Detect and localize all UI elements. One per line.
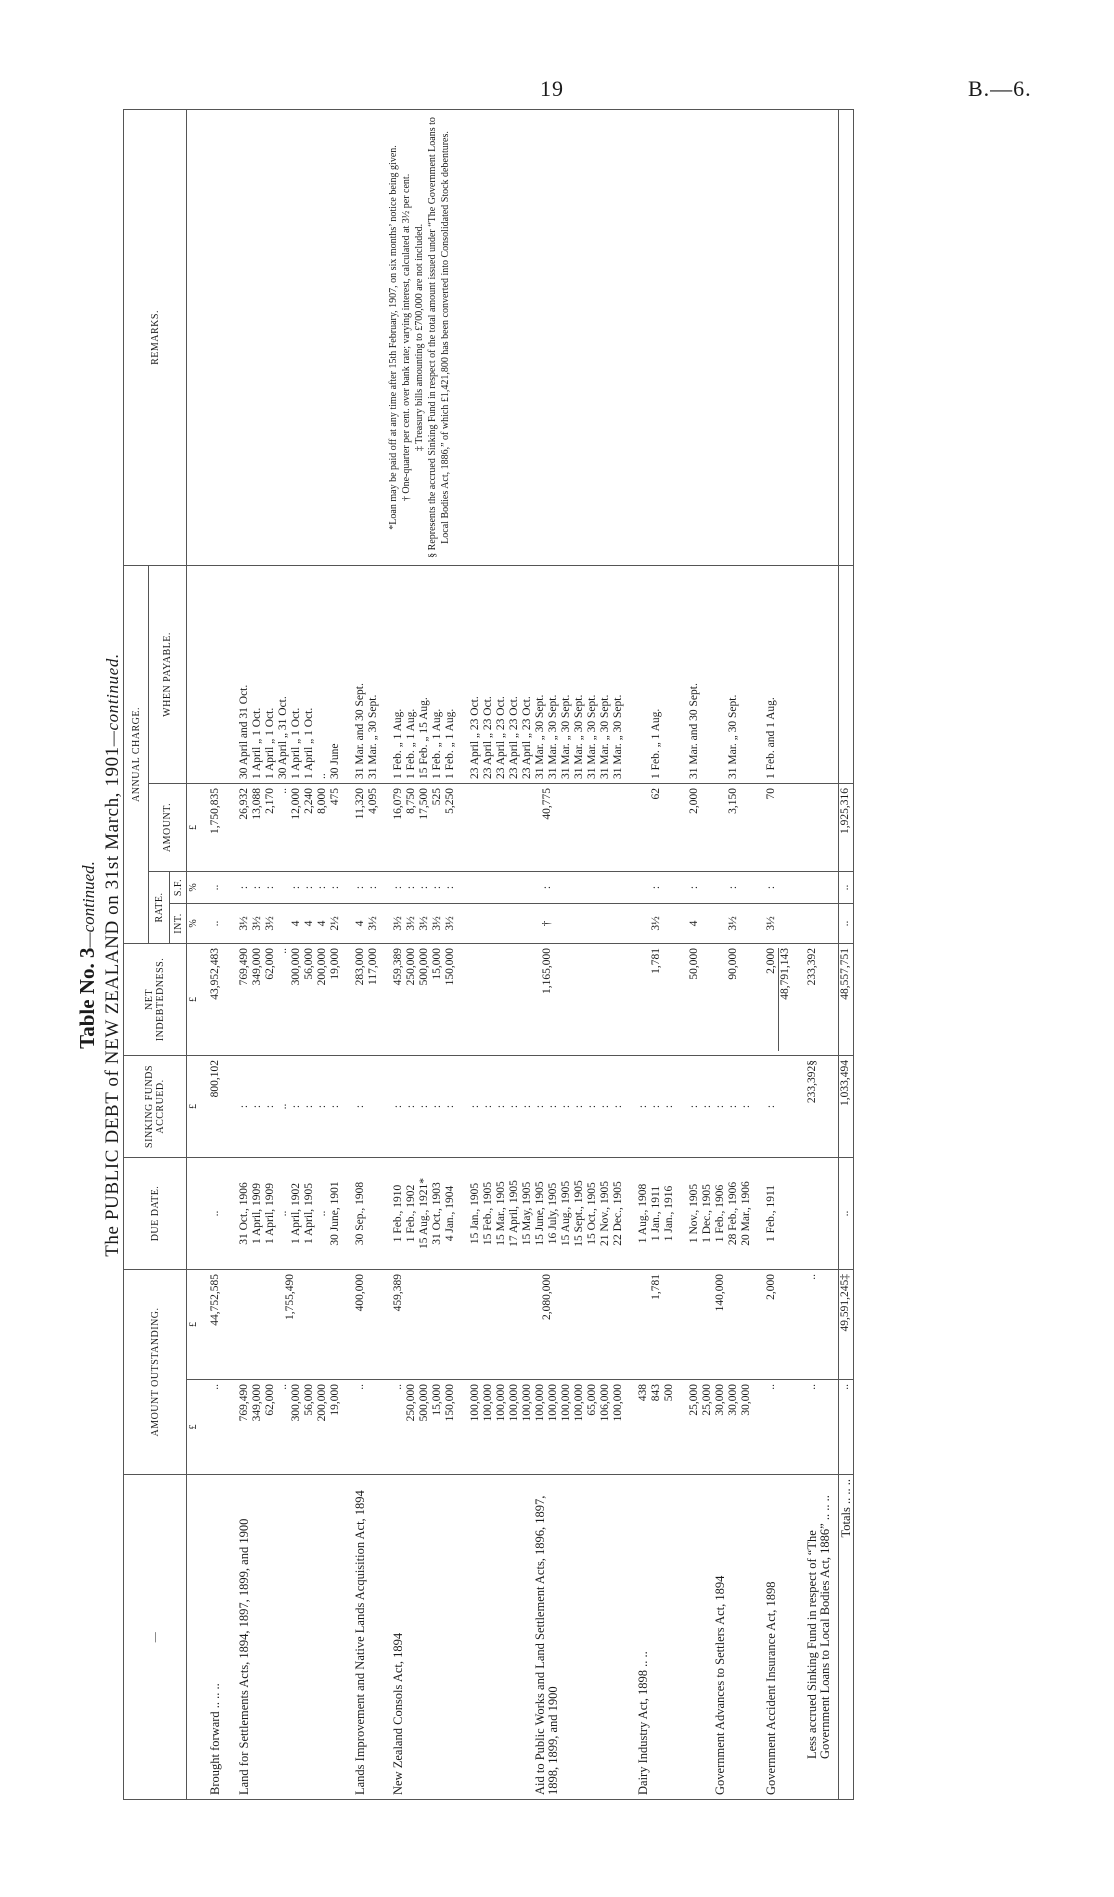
table-subtitle: The PUBLIC DEBT of NEW ZEALAND on 31st March, 1901—continued. xyxy=(102,653,123,1257)
due-date-value: 1 April, 1909 xyxy=(264,1182,276,1244)
amount-total-cell: 2,080,000 xyxy=(461,1269,629,1379)
due-date-value: .. xyxy=(277,1210,289,1217)
when-payable-value: 31 Mar. „ 30 Sept. xyxy=(727,694,739,779)
due-date-value: 15 Oct., 1905 xyxy=(586,1182,598,1245)
amount-value: 100,000 xyxy=(469,1384,481,1422)
amount-value: 25,000 xyxy=(701,1384,713,1416)
annual-charge-value: 11,320 xyxy=(354,787,366,820)
rate-sf-cell: .. xyxy=(203,871,230,903)
amount-total-cell: 1,781 xyxy=(629,1269,680,1379)
rotated-table-page xyxy=(75,110,1075,1800)
rate-sf-cell: : xyxy=(461,871,629,903)
sinking-fund-value: : xyxy=(290,1104,302,1109)
amount-value: 30,000 xyxy=(714,1384,726,1416)
amount-value: 56,000 xyxy=(303,1384,315,1416)
net-indebtedness-value: 56,000 xyxy=(303,947,315,980)
annual-charge-value: 8,000 xyxy=(316,787,328,814)
table-heading xyxy=(75,110,125,1800)
net-indebtedness-value: 459,389 xyxy=(392,947,404,986)
net-indebtedness-value: 19,000 xyxy=(329,947,341,980)
amount-value: 100,000 xyxy=(547,1384,559,1422)
net-indebtedness-cell: 1,781 xyxy=(629,943,680,1055)
amount-value: 100,000 xyxy=(521,1384,533,1422)
when-payable-value: 31 Mar. „ 30 Sept. xyxy=(547,694,559,779)
net-indebtedness-value: 2,000 xyxy=(765,947,777,974)
sinking-fund-value: : xyxy=(392,1104,404,1109)
due-date-value: 1 Dec., 1905 xyxy=(701,1184,713,1243)
unit-label: £ xyxy=(187,1269,204,1379)
sinking-fund-value: : xyxy=(316,1104,328,1109)
amount-value: 19,000 xyxy=(329,1384,341,1416)
amount-value: .. xyxy=(392,1384,404,1390)
when-payable-value: 1 Feb. „ 1 Aug. xyxy=(392,708,404,779)
sinking-fund-value: : xyxy=(431,1104,443,1109)
net-indebtedness-cell: 1,165,000 xyxy=(461,943,629,1055)
rate-sf-value: : xyxy=(392,885,404,890)
table-row-totals xyxy=(839,109,854,1799)
column-header-remarks: REMARKS. xyxy=(124,109,187,565)
amount-value: 349,000 xyxy=(251,1384,263,1422)
amount-total-cell: 1,755,490 xyxy=(230,1269,346,1379)
unit-label: % xyxy=(187,903,204,943)
sinking-fund-value: : xyxy=(251,1104,263,1109)
annual-charge-value: .. xyxy=(277,787,289,794)
due-date-value: 1 Feb., 1906 xyxy=(714,1184,726,1243)
sinking-fund-value: : xyxy=(508,1104,520,1109)
when-payable-value: 15 Feb. „ 15 Aug. xyxy=(418,697,430,779)
due-date-value: 1 Jan., 1911 xyxy=(650,1185,662,1242)
annual-charge-value: 8,750 xyxy=(405,787,417,814)
sinking-fund-value: : xyxy=(547,1104,559,1109)
rate-int-value: 3½ xyxy=(444,916,456,931)
annual-charge-value: 16,079 xyxy=(392,787,404,820)
row-label: New Zealand Consols Act, 1894 xyxy=(384,1475,461,1800)
rate-sf-value: : xyxy=(727,885,739,890)
column-header-net-indebtedness: NET INDEBTEDNESS. xyxy=(124,943,187,1055)
when-payable-value: 30 April „ 31 Oct. xyxy=(277,696,289,779)
table-title: Table No. 3—continued. xyxy=(75,861,99,1049)
sinking-fund-value: : xyxy=(765,1104,777,1109)
due-date-value: 1 Feb., 1911 xyxy=(765,1184,777,1243)
due-date-value: 15 Sept., 1905 xyxy=(573,1180,585,1247)
annual-charge-cell: 1,925,316 xyxy=(839,783,854,871)
row-label: Brought forward .. .. .. xyxy=(203,1475,230,1800)
sinking-fund-value: : xyxy=(418,1104,430,1109)
rate-int-value: 3½ xyxy=(418,916,430,931)
when-payable-value: 31 Mar. „ 30 Sept. xyxy=(612,694,624,779)
sinking-fund-value: : xyxy=(586,1104,598,1109)
amount-value: 30,000 xyxy=(740,1384,752,1416)
net-indebtedness-value: 200,000 xyxy=(316,947,328,986)
sinking-fund-value: : xyxy=(663,1104,675,1109)
rate-sf-value: : xyxy=(405,885,417,890)
amount-value: 100,000 xyxy=(508,1384,520,1422)
annual-charge-value: 4,095 xyxy=(367,787,379,814)
sinking-fund-value: : xyxy=(599,1104,611,1109)
when-payable-value: 1 April „ 1 Oct. xyxy=(251,707,263,779)
amount-value: 15,000 xyxy=(431,1384,443,1416)
annual-charge-value: 525 xyxy=(431,787,443,806)
net-indebtedness-cell: 233,392 xyxy=(796,943,839,1055)
row-label: Totals .. .. .. xyxy=(839,1475,854,1800)
when-payable-value: 1 Feb. and 1 Aug. xyxy=(765,697,777,779)
amount-value: 65,000 xyxy=(586,1384,598,1416)
when-payable-value: 30 April and 31 Oct. xyxy=(238,684,250,779)
when-payable-value: 23 April „ 23 Oct. xyxy=(482,696,494,779)
amount-value: 106,000 xyxy=(599,1384,611,1422)
due-date-value: 31 Oct., 1903 xyxy=(431,1182,443,1245)
amount-value: 200,000 xyxy=(316,1384,328,1422)
rate-sf-value: : xyxy=(316,885,328,890)
rate-int-value: 3½ xyxy=(405,916,417,931)
column-header-amount-outstanding: AMOUNT OUTSTANDING. xyxy=(124,1269,187,1474)
rate-sf-value: : xyxy=(303,885,315,890)
rate-int-value: 3½ xyxy=(367,916,379,931)
when-payable-value: 31 Mar. „ 30 Sept. xyxy=(560,694,572,779)
due-date-value: 30 Sep., 1908 xyxy=(354,1181,366,1246)
due-date-value: 30 June, 1901 xyxy=(329,1181,341,1246)
when-payable-value: 31 Mar. and 30 Sept. xyxy=(354,683,366,779)
amount-value: 250,000 xyxy=(405,1384,417,1422)
due-date-value: 4 Jan., 1904 xyxy=(444,1185,456,1242)
due-date-value: 15 Jan., 1905 xyxy=(469,1182,481,1245)
rate-sf-value: : xyxy=(329,885,341,890)
amount-cell: .. xyxy=(796,1380,839,1475)
amount-value: 30,000 xyxy=(727,1384,739,1416)
units-row xyxy=(187,109,204,1799)
rate-sf-cell: : xyxy=(629,871,680,903)
due-date-cell: .. xyxy=(839,1157,854,1269)
sinking-fund-value: : xyxy=(264,1104,276,1109)
rate-int-value: 3½ xyxy=(431,916,443,931)
due-date-value: 1 April, 1902 xyxy=(290,1182,302,1244)
due-date-value: 1 Jan., 1916 xyxy=(663,1185,675,1242)
sinking-fund-value: : xyxy=(405,1104,417,1109)
row-label: Dairy Industry Act, 1898 .. .. xyxy=(629,1475,680,1800)
due-date-value: 16 July, 1905 xyxy=(547,1182,559,1245)
amount-cell: .. xyxy=(203,1380,230,1475)
amount-value: 100,000 xyxy=(495,1384,507,1422)
due-date-value: 1 April, 1909 xyxy=(251,1182,263,1244)
sinking-fund-value: : xyxy=(637,1104,649,1109)
remark-note: ‡ Treasury bills amounting to £700,000 are not included. xyxy=(414,223,425,452)
net-indebtedness-value: 62,000 xyxy=(264,947,276,980)
rate-int-value: 4 xyxy=(354,920,366,927)
due-date-value: 20 Mar., 1906 xyxy=(740,1181,752,1246)
sinking-fund-value: : xyxy=(688,1104,700,1109)
net-indebtedness-cell: 43,952,483 xyxy=(203,943,230,1055)
rate-sf-value: : xyxy=(290,885,302,890)
amount-value: 769,490 xyxy=(238,1384,250,1422)
amount-value: 100,000 xyxy=(482,1384,494,1422)
rate-int-value: 3½ xyxy=(727,916,739,931)
sinking-fund-value: : xyxy=(714,1104,726,1109)
when-payable-value: 23 April „ 23 Oct. xyxy=(469,696,481,779)
when-payable-value: 1 April „ 1 Oct. xyxy=(290,707,302,779)
page-number: 19 xyxy=(540,76,564,101)
when-payable-value: 1 Feb. „ 1 Aug. xyxy=(405,708,417,779)
annual-charge-cell: 70 xyxy=(757,783,796,871)
sinking-fund-value: : xyxy=(354,1104,366,1109)
row-label: Government Accident Insurance Act, 1898 xyxy=(757,1475,796,1800)
amount-total-cell: .. xyxy=(796,1269,839,1379)
column-header-when-payable: WHEN PAYABLE. xyxy=(149,565,187,783)
when-payable-value: 31 Mar. „ 30 Sept. xyxy=(367,694,379,779)
due-date-value: 1 Feb., 1902 xyxy=(405,1184,417,1243)
sinking-fund-value: : xyxy=(534,1104,546,1109)
unit-label: £ xyxy=(187,943,204,1055)
sinking-fund-value: : xyxy=(740,1104,752,1109)
rate-int-value: 3½ xyxy=(264,916,276,931)
sinking-fund-value: : xyxy=(612,1104,624,1109)
rate-int-cell: 3½ xyxy=(757,903,796,943)
due-date-value: 1 April, 1905 xyxy=(303,1182,315,1244)
row-label: Less accrued Sinking Fund in respect of “The Government Loans to Local Bodies Act, 1886” .. .. .. xyxy=(796,1475,839,1800)
rate-sf-cell: : xyxy=(757,871,796,903)
amount-value: 150,000 xyxy=(444,1384,456,1422)
sinking-fund-value: : xyxy=(238,1104,250,1109)
rate-sf-value: : xyxy=(238,885,250,890)
due-date-value: 21 Nov., 1905 xyxy=(599,1180,611,1247)
rate-int-cell: .. xyxy=(839,903,854,943)
amount-value: 438 xyxy=(637,1384,649,1402)
when-payable-value: 1 Feb. „ 1 Aug. xyxy=(650,708,662,779)
column-header-dash: — xyxy=(124,1475,187,1800)
column-header-due-date: DUE DATE. xyxy=(124,1157,187,1269)
when-payable-value: 1 Feb. „ 1 Aug. xyxy=(431,708,443,779)
due-date-value: 15 Mar., 1905 xyxy=(495,1181,507,1246)
remarks-cell xyxy=(187,109,839,565)
sinking-fund-value: .. xyxy=(277,1103,289,1110)
amount-value: 100,000 xyxy=(573,1384,585,1422)
amount-value: 843 xyxy=(650,1384,662,1402)
rate-int-value: 3½ xyxy=(238,916,250,931)
when-payable-value: 1 April „ 1 Oct. xyxy=(303,707,315,779)
sinking-fund-value: : xyxy=(650,1104,662,1109)
net-indebtedness-value: 150,000 xyxy=(444,947,456,986)
rate-sf-value: : xyxy=(444,885,456,890)
sinking-fund-value: : xyxy=(329,1104,341,1109)
when-payable-value: 23 April „ 23 Oct. xyxy=(495,696,507,779)
when-payable-value: 31 Mar. „ 30 Sept. xyxy=(534,694,546,779)
amount-value: .. xyxy=(277,1384,289,1390)
annual-charge-value: 2,000 xyxy=(688,787,700,814)
unit-label: £ xyxy=(187,783,204,871)
sinking-fund-cell: 1,033,494 xyxy=(839,1055,854,1157)
net-indebtedness-value: 90,000 xyxy=(727,947,739,980)
column-header-annual-charge: ANNUAL CHARGE. xyxy=(124,565,149,943)
sinking-fund-value: : xyxy=(521,1104,533,1109)
amount-value: 100,000 xyxy=(534,1384,546,1422)
column-header-sf: S.F. xyxy=(170,871,187,903)
rate-sf-value xyxy=(277,876,290,899)
rate-int-value: 4 xyxy=(316,920,328,927)
rate-int-value xyxy=(277,908,290,939)
net-indebtedness-value: .. xyxy=(277,947,289,954)
annual-charge-value: 5,250 xyxy=(444,787,456,814)
amount-value: .. xyxy=(354,1384,366,1390)
unit-label: £ xyxy=(187,1055,204,1157)
net-indebtedness-value: 117,000 xyxy=(367,947,379,985)
amount-total-cell: 459,389 xyxy=(384,1269,461,1379)
remark-note: *Loan may be paid off at any time after 15th February, 1907, on six months’ notice being given. xyxy=(388,145,399,530)
amount-total-cell: 140,000 xyxy=(680,1269,757,1379)
amount-value: .. xyxy=(765,1384,777,1390)
amount-total-cell: 2,000 xyxy=(757,1269,796,1379)
net-indebtedness-value: 769,490 xyxy=(238,947,250,986)
net-indebtedness-value: 500,000 xyxy=(418,947,430,986)
sinking-fund-cell: 233,392§ xyxy=(796,1055,839,1157)
when-payable-value: 31 Mar. „ 30 Sept. xyxy=(599,694,611,779)
amount-value: 100,000 xyxy=(612,1384,624,1422)
amount-total-cell: 44,752,585 xyxy=(203,1269,230,1379)
unit-label: £ xyxy=(187,1380,204,1475)
sinking-fund-value: : xyxy=(444,1104,456,1109)
amount-value: 25,000 xyxy=(688,1384,700,1416)
annual-charge-value: 2,240 xyxy=(303,787,315,814)
when-payable-value: 31 Mar. „ 30 Sept. xyxy=(573,694,585,779)
amount-total-cell: 49,591,245‡ xyxy=(839,1269,854,1379)
rate-int-value: 2½ xyxy=(329,916,341,931)
due-date-value: 15 June, 1905 xyxy=(534,1181,546,1246)
due-date-value: 15 Aug., 1905 xyxy=(560,1180,572,1247)
when-payable-value: 31 Mar. „ 30 Sept. xyxy=(586,694,598,779)
annual-charge-cell: 40,775 xyxy=(461,783,629,871)
annual-charge-cell: 1,750,835 xyxy=(203,783,230,871)
rate-sf-value: : xyxy=(367,885,379,890)
net-indebtedness-value: 50,000 xyxy=(688,947,700,980)
sinking-fund-value: : xyxy=(560,1104,572,1109)
annual-charge-value: 26,932 xyxy=(238,787,250,820)
when-payable-value: 31 Mar. and 30 Sept. xyxy=(688,683,700,779)
rate-int-value: 4 xyxy=(688,920,700,927)
due-date-value: 31 Oct., 1906 xyxy=(238,1182,250,1245)
amount-value: 500 xyxy=(663,1384,675,1402)
rate-sf-value: : xyxy=(431,885,443,890)
rate-sf-value: : xyxy=(251,885,263,890)
sinking-fund-value: : xyxy=(303,1104,315,1109)
row-label: Government Advances to Settlers Act, 1894 xyxy=(680,1475,757,1800)
net-indebtedness-value: 250,000 xyxy=(405,947,417,986)
rate-int-cell: 3½ xyxy=(629,903,680,943)
net-indebtedness-value: 349,000 xyxy=(251,947,263,986)
remark-note: † One-quarter per cent. over bank rate; varying interest, calculated at 3½ per cent. xyxy=(401,173,412,502)
sinking-fund-value: : xyxy=(495,1104,507,1109)
public-debt-table xyxy=(123,109,854,1800)
rate-sf-value: : xyxy=(418,885,430,890)
sinking-fund-cell: 800,102 xyxy=(203,1055,230,1157)
rate-sf-value: : xyxy=(354,885,366,890)
amount-total-cell: 400,000 xyxy=(346,1269,384,1379)
column-header-rate: RATE. xyxy=(149,871,170,943)
annual-charge-value: 475 xyxy=(329,787,341,806)
due-date-value: 1 Nov., 1905 xyxy=(688,1183,700,1244)
sinking-fund-value: : xyxy=(727,1104,739,1109)
net-indebtedness-value: 283,000 xyxy=(354,947,366,986)
due-date-value: 28 Feb., 1906 xyxy=(727,1181,739,1246)
amount-cell: .. xyxy=(839,1380,854,1475)
annual-charge-value: 3,150 xyxy=(727,787,739,814)
rate-int-value: 3½ xyxy=(251,916,263,931)
rate-int-cell: † xyxy=(461,903,629,943)
due-date-value: 15 Feb., 1905 xyxy=(482,1181,494,1246)
when-payable-value: 30 June xyxy=(329,743,341,779)
subtotal-net-indebtedness: 48,791,143 xyxy=(778,948,792,1051)
when-payable-value: 1 Feb. „ 1 Aug. xyxy=(444,708,456,779)
net-indebtedness-cell xyxy=(757,943,796,1055)
unit-label: % xyxy=(187,871,204,903)
due-date-value: 17 April, 1905 xyxy=(508,1180,520,1247)
due-date-value: 1 Aug., 1908 xyxy=(637,1183,649,1244)
amount-value: 62,000 xyxy=(264,1384,276,1416)
when-payable-value: 23 April „ 23 Oct. xyxy=(521,696,533,779)
row-label: Lands Improvement and Native Lands Acquisition Act, 1894 xyxy=(346,1475,384,1800)
due-date-value: 22 Dec., 1905 xyxy=(612,1181,624,1246)
rate-int-value: 4 xyxy=(290,920,302,927)
when-payable-value: .. xyxy=(316,773,328,779)
annual-charge-cell: 62 xyxy=(629,783,680,871)
due-date-value: 1 Feb., 1910 xyxy=(392,1184,404,1243)
due-date-value: 15 Aug., 1921* xyxy=(418,1178,430,1249)
annual-charge-value: 2,170 xyxy=(264,787,276,814)
annual-charge-value: 17,500 xyxy=(418,787,430,820)
when-payable-value: 1 April „ 1 Oct. xyxy=(264,707,276,779)
annual-charge-value: 12,000 xyxy=(290,787,302,820)
due-date-value: 15 May, 1905 xyxy=(521,1181,533,1246)
sinking-fund-value: : xyxy=(482,1104,494,1109)
net-indebtedness-value: 15,000 xyxy=(431,947,443,980)
sinking-fund-value: : xyxy=(469,1104,481,1109)
sinking-fund-value: : xyxy=(701,1104,713,1109)
annual-charge-value: 13,088 xyxy=(251,787,263,820)
sinking-fund-value: : xyxy=(573,1104,585,1109)
net-indebtedness-value: 300,000 xyxy=(290,947,302,986)
amount-value: 300,000 xyxy=(290,1384,302,1422)
document-reference: B.—6. xyxy=(968,76,1032,101)
column-header-int: INT. xyxy=(170,903,187,943)
due-date-value: .. xyxy=(316,1210,328,1217)
column-header-amount: AMOUNT. xyxy=(149,783,187,871)
rate-int-value: 4 xyxy=(303,920,315,927)
row-label: Land for Settlements Acts, 1894, 1897, 1899, and 1900 xyxy=(230,1475,346,1800)
row-label: Aid to Public Works and Land Settlement Acts, 1896, 1897, 1898, 1899, and 1900 xyxy=(461,1475,629,1800)
rate-sf-cell: .. xyxy=(839,871,854,903)
net-indebtedness-cell: 48,557,751 xyxy=(839,943,854,1055)
rate-int-cell: .. xyxy=(203,903,230,943)
rate-int-value: 3½ xyxy=(392,916,404,931)
due-date-cell: .. xyxy=(203,1157,230,1269)
when-payable-value: 23 April „ 23 Oct. xyxy=(508,696,520,779)
remark-note: § Represents the accrued Sinking Fund in respect of the total amount issued under “The Government Loans to Local Bodies Act, 1886,” of which £1,421,800 has been converted into Consolidated Stock debentures. xyxy=(427,117,451,558)
amount-value: 100,000 xyxy=(560,1384,572,1422)
column-header-sinking-funds: SINKING FUNDS ACCRUED. xyxy=(124,1055,187,1157)
rate-sf-value: : xyxy=(264,885,276,890)
amount-value: 500,000 xyxy=(418,1384,430,1422)
rate-sf-value: : xyxy=(688,885,700,890)
